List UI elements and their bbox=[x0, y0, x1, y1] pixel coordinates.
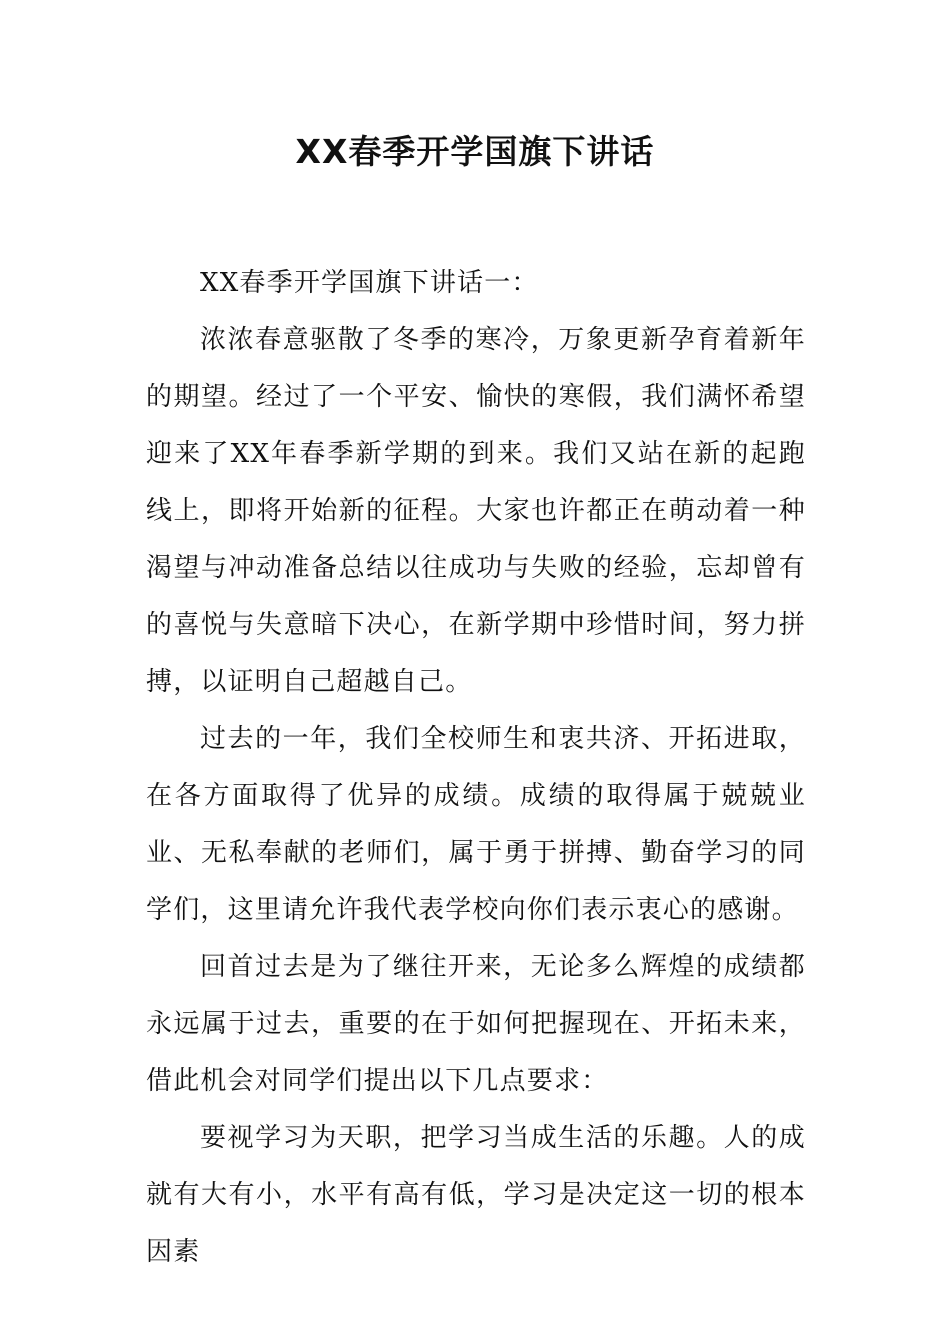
paragraph: 浓浓春意驱散了冬季的寒冷，万象更新孕育着新年的期望。经过了一个平安、愉快的寒假，我们满怀希望迎来了XX年春季新学期的到来。我们又站在新的起跑线上，即将开始新的征程。大家也许都正在萌动着一种渴望与冲动准备总结以往成功与失败的经验，忘却曾有的喜悦与失意暗下决心，在新学期中珍惜时间，努力拼搏，以证明自己超越自己。 bbox=[146, 325, 806, 697]
paragraph: 回首过去是为了继往开来，无论多么辉煌的成绩都永远属于过去，重要的在于如何把握现在、开拓未来，借此机会对同学们提出以下几点要求： bbox=[146, 952, 806, 1096]
paragraph: 要视学习为天职，把学习当成生活的乐趣。人的成就有大有小，水平有高有低，学习是决定这一切的根本因素 bbox=[146, 1123, 806, 1267]
paragraph-heading: XX春季开学国旗下讲话一： bbox=[200, 268, 539, 298]
paragraph: 过去的一年，我们全校师生和衷共济、开拓进取，在各方面取得了优异的成绩。成绩的取得属于兢兢业业、无私奉献的老师们，属于勇于拼搏、勤奋学习的同学们，这里请允许我代表学校向你们表示衷心的感谢。 bbox=[146, 724, 806, 925]
document-title: XX春季开学国旗下讲话 bbox=[295, 132, 655, 171]
document-body bbox=[146, 255, 806, 1281]
